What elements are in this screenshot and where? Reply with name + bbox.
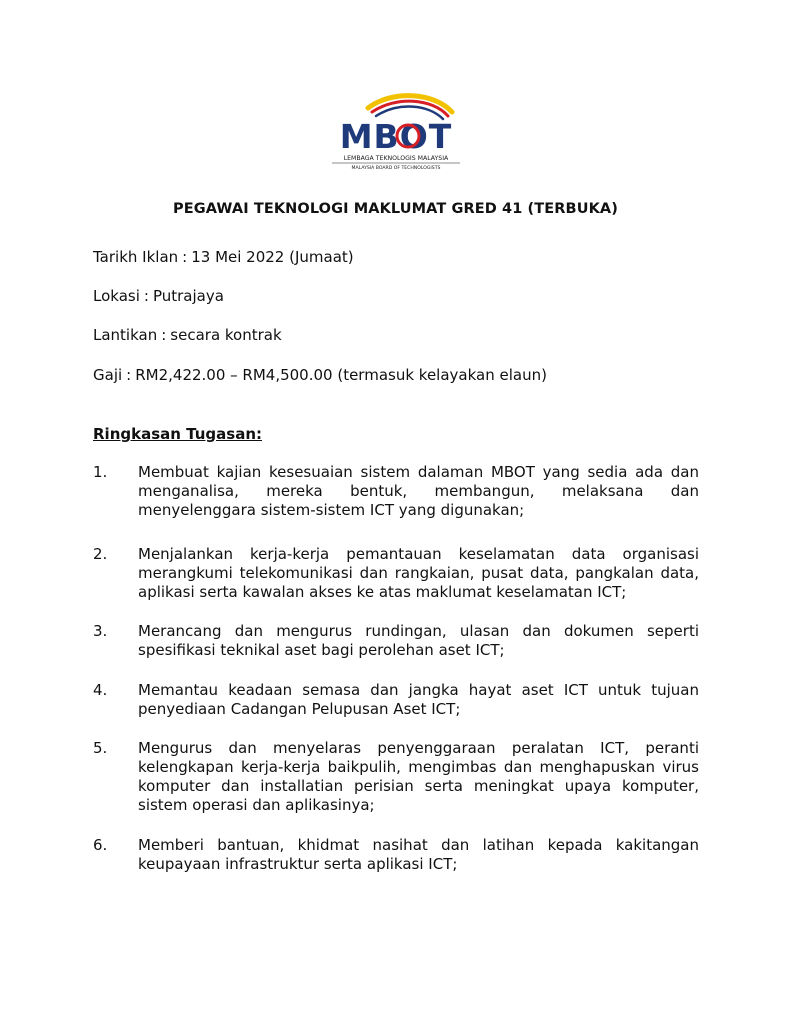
duty-text: Memantau keadaan semasa dan jangka hayat aset ICT untuk tujuan penyediaan Cadangan Pelupusan Aset ICT; bbox=[138, 681, 699, 718]
duty-number: 4. bbox=[93, 681, 108, 699]
duty-item-2 bbox=[93, 545, 699, 602]
field-label: Lantikan bbox=[93, 326, 158, 344]
duty-item-3 bbox=[93, 622, 699, 660]
field-label: Lokasi bbox=[93, 287, 140, 305]
field-tarikh-iklan: Tarikh Iklan : 13 Mei 2022 (Jumaat) bbox=[93, 248, 354, 266]
field-value: RM2,422.00 – RM4,500.00 (termasuk kelayakan elaun) bbox=[135, 366, 547, 384]
mbot-logo bbox=[322, 90, 470, 172]
section-heading: Ringkasan Tugasan: bbox=[93, 425, 263, 443]
job-title: PEGAWAI TEKNOLOGI MAKLUMAT GRED 41 (TERBUKA) bbox=[173, 201, 618, 217]
logo-line2: MALAYSIA BOARD OF TECHNOLOGISTS bbox=[351, 166, 441, 171]
duty-item-6 bbox=[93, 836, 699, 874]
duty-item-4 bbox=[93, 681, 699, 719]
field-value: 13 Mei 2022 (Jumaat) bbox=[191, 248, 354, 266]
duty-item-1 bbox=[93, 463, 699, 520]
duty-number: 2. bbox=[93, 545, 108, 563]
field-lantikan: Lantikan : secara kontrak bbox=[93, 326, 282, 344]
duty-number: 5. bbox=[93, 739, 108, 757]
duty-text: Merancang dan mengurus rundingan, ulasan dan dokumen seperti spesifikasi teknikal aset bagi perolehan aset ICT; bbox=[138, 622, 699, 659]
duty-number: 3. bbox=[93, 622, 108, 640]
duty-text: Membuat kajian kesesuaian sistem dalaman MBOT yang sedia ada dan menganalisa, mereka bentuk, membangun, melaksana dan menyelenggara sistem-sistem ICT yang digunakan; bbox=[138, 463, 699, 519]
field-label: Tarikh Iklan bbox=[93, 248, 179, 266]
logo-line1: LEMBAGA TEKNOLOGIS MALAYSIA bbox=[343, 155, 449, 162]
duty-text: Memberi bantuan, khidmat nasihat dan latihan kepada kakitangan keupayaan infrastruktur serta aplikasi ICT; bbox=[138, 836, 699, 873]
field-lokasi: Lokasi : Putrajaya bbox=[93, 287, 224, 305]
field-value: secara kontrak bbox=[170, 326, 282, 344]
field-value: Putrajaya bbox=[152, 287, 224, 305]
logo-wordmark: MBOT bbox=[339, 117, 453, 156]
field-label: Gaji bbox=[93, 366, 123, 384]
duty-number: 6. bbox=[93, 836, 108, 854]
duty-item-5 bbox=[93, 739, 699, 815]
duty-text: Menjalankan kerja-kerja pemantauan keselamatan data organisasi merangkumi telekomunikasi dan rangkaian, pusat data, pangkalan data, aplikasi serta kawalan akses ke atas maklumat keselamatan ICT; bbox=[138, 545, 699, 601]
field-gaji: Gaji : RM2,422.00 – RM4,500.00 (termasuk kelayakan elaun) bbox=[93, 366, 547, 384]
duty-text: Mengurus dan menyelaras penyenggaraan peralatan ICT, peranti kelengkapan kerja-kerja baikpulih, mengimbas dan menghapuskan virus komputer dan installatian perisian serta meningkat upaya komputer, sistem operasi dan aplikasinya; bbox=[138, 739, 699, 814]
duty-number: 1. bbox=[93, 463, 108, 481]
